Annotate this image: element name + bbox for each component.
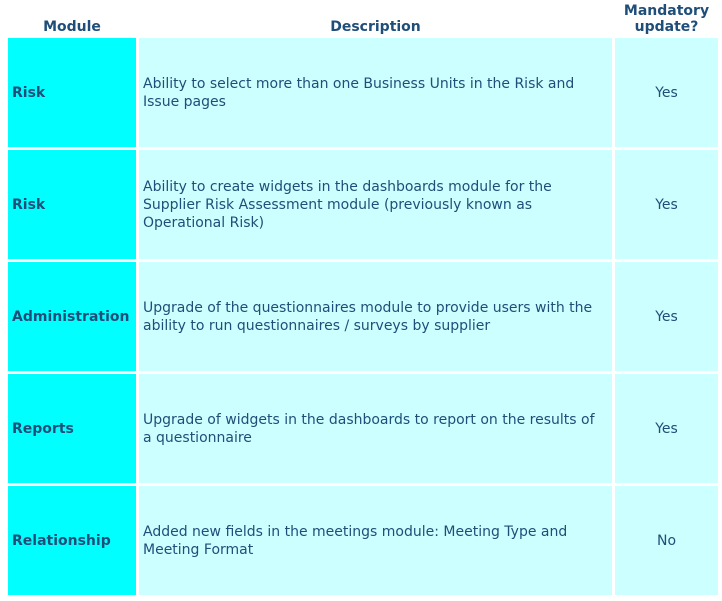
- table-header: [8, 3, 718, 35]
- description-cell: Ability to create widgets in the dashboards module for the Supplier Risk Assessment module (previously known as Operational Risk): [139, 150, 612, 259]
- description-cell: Ability to select more than one Business Units in the Risk and Issue pages: [139, 38, 612, 147]
- mandatory-cell: Yes: [615, 150, 718, 259]
- module-cell: Risk: [8, 150, 136, 259]
- module-cell: Risk: [8, 38, 136, 147]
- module-cell: Administration: [8, 262, 136, 371]
- table-row: [8, 150, 718, 259]
- table-body: [8, 38, 718, 595]
- table-row: [8, 486, 718, 595]
- mandatory-cell: Yes: [615, 262, 718, 371]
- module-cell: Relationship: [8, 486, 136, 595]
- description-cell: Upgrade of widgets in the dashboards to report on the results of a questionnaire: [139, 374, 612, 483]
- mandatory-cell: No: [615, 486, 718, 595]
- description-cell: Added new fields in the meetings module: Meeting Type and Meeting Format: [139, 486, 612, 595]
- mandatory-cell: Yes: [615, 38, 718, 147]
- module-cell: Reports: [8, 374, 136, 483]
- release-notes-table: [5, 0, 721, 598]
- mandatory-cell: Yes: [615, 374, 718, 483]
- header-row: [8, 3, 718, 35]
- mandatory-column-header: [615, 3, 718, 35]
- table-row: [8, 262, 718, 371]
- table-row: [8, 374, 718, 483]
- module-column-header: Module: [8, 3, 136, 35]
- description-cell: Upgrade of the questionnaires module to provide users with the ability to run questionnaires / surveys by supplier: [139, 262, 612, 371]
- mandatory-header-line2: update?: [634, 19, 699, 35]
- table-row: [8, 38, 718, 147]
- mandatory-header-line1: Mandatory: [623, 3, 710, 19]
- description-column-header: Description: [139, 3, 612, 35]
